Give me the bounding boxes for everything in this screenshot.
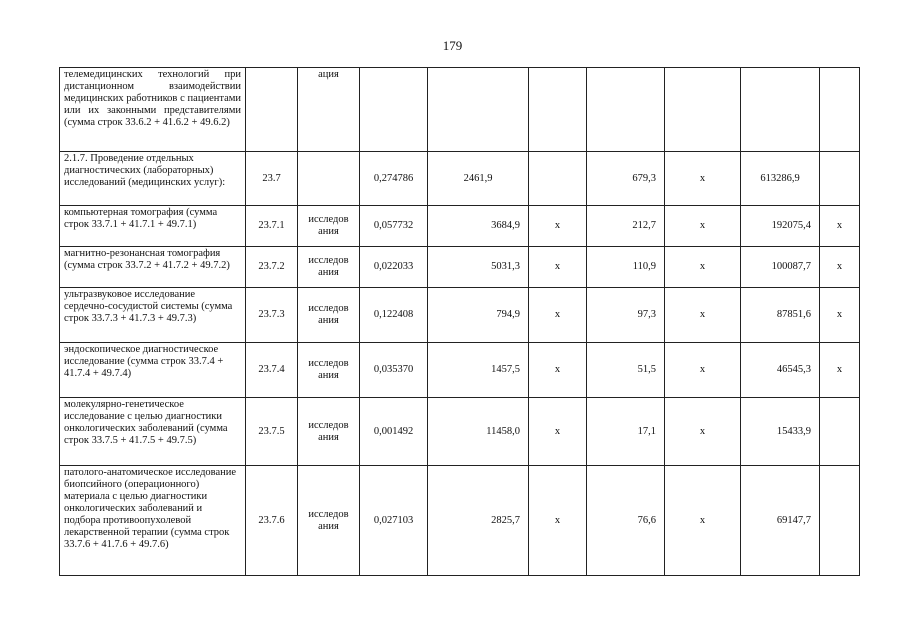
row-value-cell: 87851,6 [741,288,820,343]
row-value-cell [820,398,860,466]
row-unit-cell: исследов ания [298,343,360,398]
row-value-cell: 51,5 [587,343,665,398]
row-value-cell [820,68,860,152]
row-name-cell: ультразвуковое исследование сердечно-сосудистой системы (сумма строк 33.7.3 + 41.7.3 + 49.7.3) [60,288,246,343]
row-code-cell: 23.7.4 [246,343,298,398]
row-unit-cell: исследов ания [298,206,360,247]
table-row [60,343,860,398]
row-unit-cell: исследов ания [298,288,360,343]
row-value-cell: х [820,343,860,398]
page-number: 179 [442,38,463,53]
row-name-cell: 2.1.7. Проведение отдельных диагностических (лабораторных) исследований (медицинских услуг): [60,152,246,206]
row-value-cell: 0,122408 [360,288,428,343]
row-unit-cell [298,152,360,206]
row-name-cell: телемедицинских технологий при дистанционном взаимодействии медицинских работников с пациентами или их законными представителями (сумма строк 33.6.2 + 41.6.2 + 49.6.2) [60,68,246,152]
row-value-cell [587,68,665,152]
row-unit-cell: исследов ания [298,247,360,288]
row-value-cell: 2825,7 [428,466,529,576]
row-value-cell: 15433,9 [741,398,820,466]
row-code-cell [246,68,298,152]
row-name-cell: магнитно-резонансная томография (сумма строк 33.7.2 + 41.7.2 + 49.7.2) [60,247,246,288]
table-row [60,247,860,288]
row-value-cell: х [820,206,860,247]
row-unit-cell: исследов ания [298,466,360,576]
table-row [60,152,860,206]
row-value-cell: 794,9 [428,288,529,343]
row-value-cell: 192075,4 [741,206,820,247]
row-value-cell: х [529,247,587,288]
row-value-cell [428,68,529,152]
table-row [60,398,860,466]
row-code-cell: 23.7.1 [246,206,298,247]
row-value-cell: х [529,398,587,466]
table-row [60,466,860,576]
row-value-cell [665,68,741,152]
row-unit-cell: ация [298,68,360,152]
row-value-cell: х [665,398,741,466]
table-row [60,206,860,247]
row-value-cell: х [529,466,587,576]
row-value-cell: х [529,343,587,398]
table-row [60,68,860,152]
row-value-cell [529,68,587,152]
row-value-cell: х [665,152,741,206]
row-value-cell: 2461,9 [428,152,529,206]
row-code-cell: 23.7 [246,152,298,206]
row-value-cell: 212,7 [587,206,665,247]
row-value-cell: 76,6 [587,466,665,576]
row-value-cell: х [820,288,860,343]
row-value-cell: х [665,343,741,398]
row-value-cell: 0,035370 [360,343,428,398]
row-name-cell: компьютерная томография (сумма строк 33.7.1 + 41.7.1 + 49.7.1) [60,206,246,247]
row-value-cell [529,152,587,206]
row-value-cell: 0,022033 [360,247,428,288]
row-name-cell: патолого-анатомическое исследование биопсийного (операционного) материала с целью диагностики онкологических заболеваний и подбора противоопухолевой лекарственной терапии (сумма строк 33.7.6 + 41.7.6 + 49.7.6) [60,466,246,576]
medical-services-table [59,67,860,576]
row-value-cell [741,68,820,152]
row-value-cell: 0,001492 [360,398,428,466]
row-value-cell: 0,274786 [360,152,428,206]
row-value-cell: 613286,9 [741,152,820,206]
row-value-cell: х [665,466,741,576]
row-value-cell: 3684,9 [428,206,529,247]
row-value-cell: 5031,3 [428,247,529,288]
row-value-cell: х [529,288,587,343]
row-value-cell: 0,057732 [360,206,428,247]
row-code-cell: 23.7.3 [246,288,298,343]
row-value-cell: 110,9 [587,247,665,288]
row-value-cell: 100087,7 [741,247,820,288]
row-value-cell: 1457,5 [428,343,529,398]
row-value-cell: х [665,247,741,288]
row-unit-cell: исследов ания [298,398,360,466]
row-value-cell: 69147,7 [741,466,820,576]
row-value-cell: х [529,206,587,247]
row-value-cell: 0,027103 [360,466,428,576]
row-value-cell [360,68,428,152]
table-row [60,288,860,343]
row-code-cell: 23.7.2 [246,247,298,288]
row-value-cell [820,466,860,576]
row-value-cell: х [820,247,860,288]
row-value-cell [820,152,860,206]
row-value-cell: 17,1 [587,398,665,466]
row-name-cell: молекулярно-генетическое исследование с целью диагностики онкологических заболеваний (сумма строк 33.7.5 + 41.7.5 + 49.7.5) [60,398,246,466]
row-code-cell: 23.7.6 [246,466,298,576]
row-value-cell: 46545,3 [741,343,820,398]
row-code-cell: 23.7.5 [246,398,298,466]
row-name-cell: эндоскопическое диагностическое исследование (сумма строк 33.7.4 + 41.7.4 + 49.7.4) [60,343,246,398]
row-value-cell: х [665,288,741,343]
row-value-cell: 11458,0 [428,398,529,466]
row-value-cell: 97,3 [587,288,665,343]
row-value-cell: 679,3 [587,152,665,206]
row-value-cell: х [665,206,741,247]
